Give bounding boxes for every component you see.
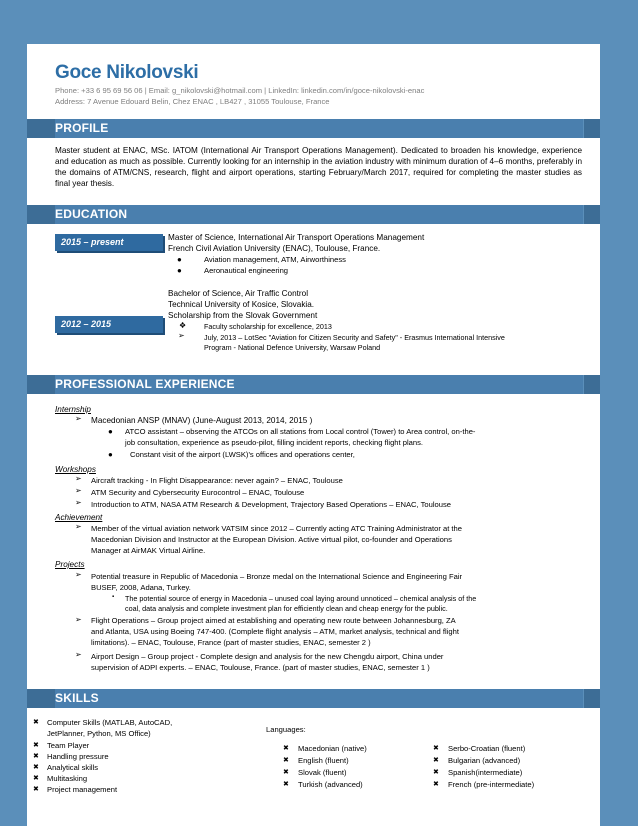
achievement-item-cont: Macedonian Division and Instructor at the European Division. Active virtual pilot, co-founder and Operations <box>91 535 452 544</box>
university: Technical University of Kosice, Slovakia. <box>168 300 315 309</box>
language-item: English (fluent) <box>298 756 349 765</box>
arrow-bullet-icon: ➢ <box>75 522 82 531</box>
edu-bullet: Aeronautical engineering <box>204 266 289 275</box>
diamond-bullet-icon: ❖ <box>179 321 187 330</box>
profile-heading: PROFILE <box>27 119 583 138</box>
arrow-bullet-icon: ➢ <box>75 486 82 495</box>
square-bullet-icon: ▪ <box>112 594 115 600</box>
profile-text: Master student at ENAC, MSc. IATOM (International Air Transport Operations Management). Dedicated to broaden his knowledge, experience and education as much as possible. Currently looking for an internship in the aviation industry with minimum duration of 4–6 months, preferably in the domains of ATM/CNS, research, flight and airport operations, starting February/March 2017, required for completing the master studies as final year thesis. <box>55 146 582 189</box>
achievement-label: Achievement <box>55 513 103 522</box>
star-bullet-icon: ✖ <box>433 757 439 764</box>
workshop-item: Introduction to ATM, NASA ATM Research & Development, Trajectory Based Operations – ENAC, Toulouse <box>91 500 452 509</box>
star-bullet-icon: ✖ <box>433 745 439 752</box>
date-badge-bachelor: 2012 – 2015 <box>55 316 163 333</box>
star-bullet-icon: ✖ <box>33 719 39 726</box>
star-bullet-icon: ✖ <box>283 769 289 776</box>
arrow-bullet-icon: ➢ <box>75 615 82 624</box>
project-item: Flight Operations – Group project aimed at establishing and operating new route between Johannesburg, ZA <box>91 616 456 625</box>
star-bullet-icon: ✖ <box>283 781 289 788</box>
star-bullet-icon: ✖ <box>433 781 439 788</box>
project-subitem-cont: coal, data analysis and complete investment plan for efficiently clean and cheap energy for the public. <box>125 604 448 613</box>
arrow-bullet-icon: ➢ <box>178 331 185 340</box>
degree-title: Master of Science, International Air Transport Operations Management <box>168 233 425 242</box>
language-item: Turkish (advanced) <box>298 780 363 789</box>
skill-item: Multitasking <box>47 774 88 783</box>
workshop-item: Aircraft tracking - In Flight Disappearance: never again? – ENAC, Toulouse <box>91 476 343 485</box>
skill-item: Project management <box>47 785 118 794</box>
star-bullet-icon: ✖ <box>33 764 39 771</box>
star-bullet-icon: ✖ <box>433 769 439 776</box>
experience-heading: PROFESSIONAL EXPERIENCE <box>27 375 583 394</box>
language-item: Spanish(intermediate) <box>448 768 523 777</box>
internship-bullet: Constant visit of the airport (LWSK)'s offices and operations center, <box>130 450 355 459</box>
projects-label: Projects <box>55 560 85 569</box>
star-bullet-icon: ✖ <box>33 775 39 782</box>
language-item: Slovak (fluent) <box>298 768 347 777</box>
project-item-cont: limitations). – ENAC, Toulouse, France (part of master studies, ENAC, semester 2 ) <box>91 638 371 647</box>
project-item: Airport Design – Group project - Complete design and analysis for the new Chengdu airport, China under <box>91 652 444 661</box>
project-subitem: The potential source of energy in Macedonia – unused coal laying around unnoticed – chemical analysis of the <box>125 594 477 603</box>
edu-bullet: Faculty scholarship for excellence, 2013 <box>204 322 332 331</box>
skill-item: Team Player <box>47 741 90 750</box>
star-bullet-icon: ✖ <box>283 757 289 764</box>
candidate-name: Goce Nikolovski <box>55 62 199 83</box>
university: French Civil Aviation University (ENAC), Toulouse, France. <box>168 244 381 253</box>
languages-label: Languages: <box>266 725 306 734</box>
edu-bullet-cont: Program - National Defence University, Warsaw Poland <box>204 343 381 352</box>
achievement-item: Member of the virtual aviation network VATSIM since 2012 – Currently acting ATC Training Administrator at the <box>91 524 462 533</box>
skill-item: Handling pressure <box>47 752 109 761</box>
address-line: Address: 7 Avenue Edouard Belin, Chez ENAC , LB427 , 31055 Toulouse, France <box>55 97 330 106</box>
internship-bullet-cont: job consultation, experience as pseudo-pilot, filling incident reports, checking flight plans. <box>125 438 424 447</box>
date-badge-master: 2015 – present <box>55 234 163 251</box>
skills-heading: SKILLS <box>27 689 583 708</box>
star-bullet-icon: ✖ <box>33 742 39 749</box>
project-item-cont: supervision of ADPI experts. – ENAC, Toulouse, France. (part of master studies, ENAC, semester 1 ) <box>91 663 430 672</box>
language-item: Serbo-Croatian (fluent) <box>448 744 526 753</box>
language-item: French (pre-intermediate) <box>448 780 535 789</box>
bullet-dot-icon: ● <box>108 427 113 436</box>
arrow-bullet-icon: ➢ <box>75 474 82 483</box>
arrow-bullet-icon: ➢ <box>75 498 82 507</box>
star-bullet-icon: ✖ <box>33 786 39 793</box>
skill-item: Computer Skills (MATLAB, AutoCAD, <box>47 718 173 727</box>
bullet-dot-icon: ● <box>108 450 113 459</box>
language-item: Macedonian (native) <box>298 744 367 753</box>
star-bullet-icon: ✖ <box>33 753 39 760</box>
skill-item: Analytical skills <box>47 763 99 772</box>
bullet-dot-icon: ● <box>177 255 182 264</box>
workshops-label: Workshops <box>55 465 96 474</box>
workshop-item: ATM Security and Cybersecurity Eurocontrol – ENAC, Toulouse <box>91 488 305 497</box>
internship-item: Macedonian ANSP (MNAV) (June-August 2013, 2014, 2015 ) <box>91 416 313 425</box>
star-bullet-icon: ✖ <box>283 745 289 752</box>
contact-line: Phone: +33 6 95 69 56 06 | Email: g_nikolovski@hotmail.com | LinkedIn: linkedin.com/in/goce-nikolovski-enac <box>55 86 425 95</box>
achievement-item-cont: Manager at AirMAK Virtual Airline. <box>91 546 206 555</box>
project-item: Potential treasure in Republic of Macedonia – Bronze medal on the International Science and Engineering Fair <box>91 572 463 581</box>
degree-title: Bachelor of Science, Air Traffic Control <box>168 289 309 298</box>
project-item-cont: and Atlanta, USA using Boeing 747-400. (Complete flight analysis – ATM, market analysis, technical and flight <box>91 627 459 636</box>
bullet-dot-icon: ● <box>177 266 182 275</box>
language-item: Bulgarian (advanced) <box>448 756 521 765</box>
arrow-bullet-icon: ➢ <box>75 570 82 579</box>
internship-label: Internship <box>55 405 91 414</box>
edu-bullet: Aviation management, ATM, Airworthiness <box>204 255 346 264</box>
edu-bullet: July, 2013 – LotSec "Aviation for Citizen Security and Safety" - Erasmus International Intensive <box>204 333 505 342</box>
resume-page <box>27 44 600 826</box>
scholarship: Scholarship from the Slovak Government <box>168 311 318 320</box>
project-item-cont: BUSEF, 2008, Adana, Turkey. <box>91 583 191 592</box>
skill-item-cont: JetPlanner, Python, MS Office) <box>47 729 151 738</box>
internship-bullet: ATCO assistant – observing the ATCOs on all stations from Local control (Tower) to Area control, on-the- <box>125 427 476 436</box>
arrow-bullet-icon: ➢ <box>75 650 82 659</box>
education-heading: EDUCATION <box>27 205 583 224</box>
arrow-bullet-icon: ➢ <box>75 414 82 423</box>
